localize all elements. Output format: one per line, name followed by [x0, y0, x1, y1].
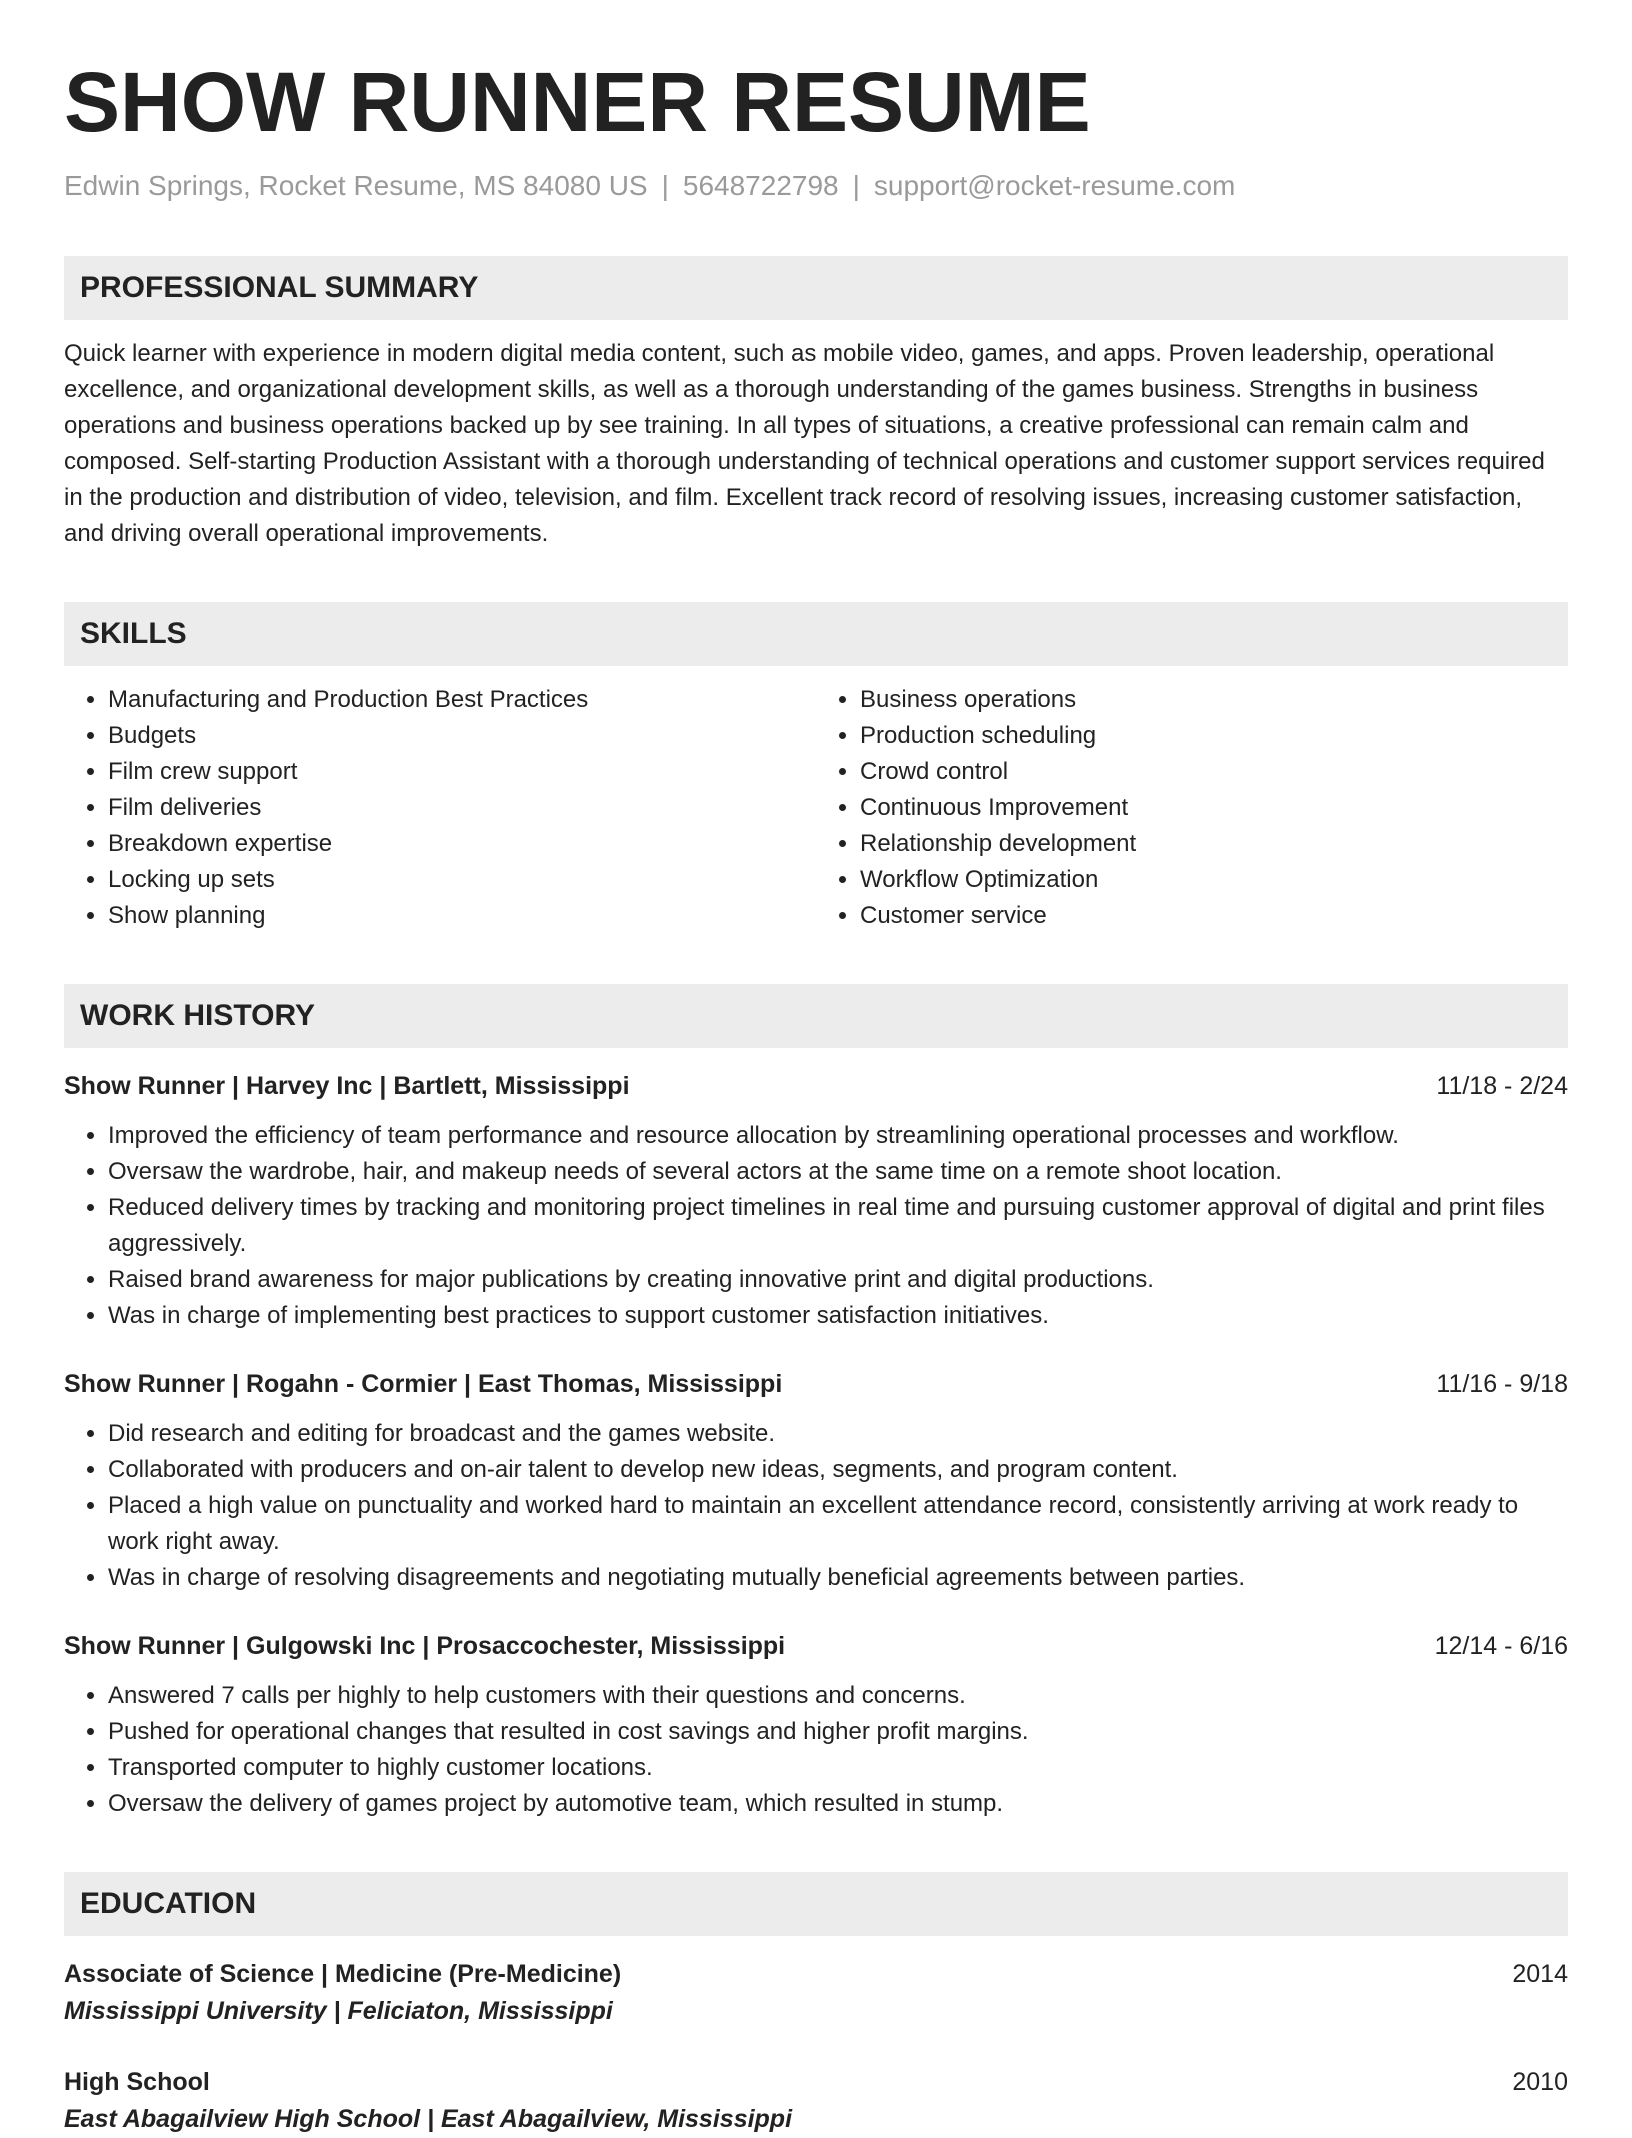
job-bullet: • Transported computer to highly customer locations. [108, 1750, 1568, 1786]
job-bullets [64, 1118, 1568, 1334]
skill-item: • Breakdown expertise [108, 826, 816, 862]
contact-email: support@rocket-resume.com [873, 170, 1236, 201]
job-bullet: • Oversaw the wardrobe, hair, and makeup needs of several actors at the same time on a remote shoot location. [108, 1154, 1568, 1190]
job-bullet: • Was in charge of implementing best practices to support customer satisfaction initiatives. [108, 1298, 1568, 1334]
job-dates: 11/16 - 9/18 [1436, 1370, 1568, 1398]
contact-line [64, 168, 1568, 204]
job-entry [64, 1628, 1568, 1822]
skills-list [64, 682, 1568, 934]
education-year: 2014 [1512, 1960, 1568, 1988]
skill-item: • Workflow Optimization [860, 862, 1568, 898]
section-heading-education: EDUCATION [64, 1872, 1568, 1936]
job-header [64, 1628, 1568, 1664]
skill-item: • Production scheduling [860, 718, 1568, 754]
skills-column-right [816, 682, 1568, 934]
job-bullets [64, 1678, 1568, 1822]
job-bullet: • Collaborated with producers and on-air talent to develop new ideas, segments, and program content. [108, 1452, 1568, 1488]
job-title: Show Runner | Gulgowski Inc | Prosaccochester, Mississippi [64, 1632, 786, 1660]
education-school: East Abagailview High School | East Abagailview, Mississippi [64, 2105, 793, 2133]
skill-item: • Film crew support [108, 754, 816, 790]
job-bullet: • Oversaw the delivery of games project by automotive team, which resulted in stump. [108, 1786, 1568, 1822]
education-degree: High School [64, 2068, 210, 2096]
job-bullet: • Pushed for operational changes that resulted in cost savings and higher profit margins. [108, 1714, 1568, 1750]
education-header [64, 1956, 1568, 1992]
education-school: Mississippi University | Feliciaton, Mississippi [64, 1997, 613, 2025]
job-bullet: • Placed a high value on punctuality and worked hard to maintain an excellent attendance record, consistently arriving at work ready to work right away. [108, 1488, 1568, 1560]
job-bullet: • Answered 7 calls per highly to help customers with their questions and concerns. [108, 1678, 1568, 1714]
education-year: 2010 [1512, 2068, 1568, 2096]
contact-address: Edwin Springs, Rocket Resume, MS 84080 US [64, 170, 648, 201]
job-header [64, 1068, 1568, 1104]
job-header [64, 1366, 1568, 1402]
education-entry [64, 1956, 1568, 2030]
skill-item: • Manufacturing and Production Best Practices [108, 682, 816, 718]
skill-item: • Customer service [860, 898, 1568, 934]
job-title: Show Runner | Harvey Inc | Bartlett, Mississippi [64, 1072, 630, 1100]
skills-column-left [64, 682, 816, 934]
job-dates: 12/14 - 6/16 [1434, 1632, 1568, 1660]
section-heading-skills: SKILLS [64, 602, 1568, 666]
contact-separator: | [852, 170, 860, 201]
job-bullet: • Improved the efficiency of team performance and resource allocation by streamlining operational processes and workflow. [108, 1118, 1568, 1154]
job-bullet: • Reduced delivery times by tracking and monitoring project timelines in real time and pursuing customer approval of digital and print files aggressively. [108, 1190, 1568, 1262]
job-entry [64, 1068, 1568, 1334]
contact-phone: 5648722798 [682, 170, 839, 201]
skill-item: • Crowd control [860, 754, 1568, 790]
job-entry [64, 1366, 1568, 1596]
skill-item: • Business operations [860, 682, 1568, 718]
resume-title: SHOW RUNNER RESUME [64, 55, 1091, 149]
skill-item: • Locking up sets [108, 862, 816, 898]
job-dates: 11/18 - 2/24 [1436, 1072, 1568, 1100]
job-bullet: • Did research and editing for broadcast and the games website. [108, 1416, 1568, 1452]
contact-separator: | [661, 170, 669, 201]
job-title: Show Runner | Rogahn - Cormier | East Thomas, Mississippi [64, 1370, 783, 1398]
skill-item: • Film deliveries [108, 790, 816, 826]
education-degree: Associate of Science | Medicine (Pre-Medicine) [64, 1960, 622, 1988]
skill-item: • Budgets [108, 718, 816, 754]
job-bullets [64, 1416, 1568, 1596]
skill-item: • Show planning [108, 898, 816, 934]
skill-item: • Relationship development [860, 826, 1568, 862]
summary-text: Quick learner with experience in modern digital media content, such as mobile video, games, and apps. Proven leadership, operational excellence, and organizational development skills, as well as a thorough understanding of the games business. Strengths in business operations and business operations backed up by see training. In all types of situations, a creative professional can remain calm and composed. Self-starting Production Assistant with a thorough understanding of technical operations and customer support services required in the production and distribution of video, television, and film. Excellent track record of resolving issues, increasing customer satisfaction, and driving overall operational improvements. [64, 340, 1545, 547]
job-bullet: • Was in charge of resolving disagreements and negotiating mutually beneficial agreements between parties. [108, 1560, 1568, 1596]
section-heading-summary: PROFESSIONAL SUMMARY [64, 256, 1568, 320]
job-bullet: • Raised brand awareness for major publications by creating innovative print and digital productions. [108, 1262, 1568, 1298]
education-header [64, 2064, 1568, 2100]
skill-item: • Continuous Improvement [860, 790, 1568, 826]
education-entry [64, 2064, 1568, 2138]
section-heading-work-history: WORK HISTORY [64, 984, 1568, 1048]
